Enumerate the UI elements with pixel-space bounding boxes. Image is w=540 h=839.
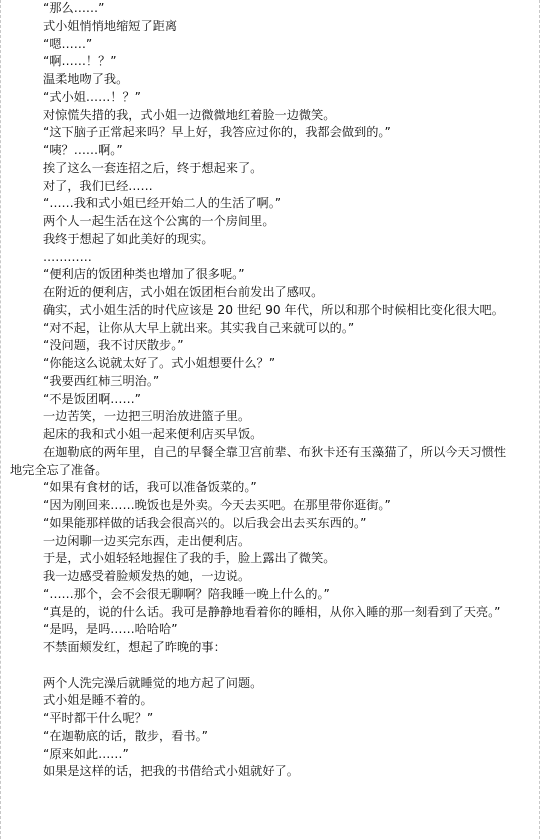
text-line: “因为刚回来……晚饭也是外卖。今天去买吧。在那里带你逛街。” xyxy=(43,498,391,512)
text-line: “嗯……” xyxy=(43,36,93,51)
text-line: 确实，式小姐生活的时代应该是 20 世纪 90 年代，所以和那个时候相比变化很大吧。 xyxy=(43,302,504,317)
text-line: “没问题，我不讨厌散步。” xyxy=(43,338,184,353)
text-line: “咦？……啊。” xyxy=(43,143,123,157)
text-line: “……那个，会不会很无聊啊？陪我睡一晚上什么的。” xyxy=(43,586,330,601)
text-line: 于是，式小姐轻轻地握住了我的手，脸上露出了微笑。 xyxy=(43,551,336,566)
text-line: 我终于想起了如此美好的现实。 xyxy=(43,231,214,246)
text-line: “真是的，说的什么话。我可是静静地看着你的睡相，从你入睡的那一刻看到了天亮。” xyxy=(43,604,501,619)
text-line: 一边苦笑，一边把三明治放进篮子里。 xyxy=(43,409,251,424)
text-line: 如果是这样的话，把我的书借给式小姐就好了。 xyxy=(43,764,299,779)
text-line: 对了，我们已经…… xyxy=(43,178,153,193)
text-line: 不禁面颊发红，想起了昨晚的事： xyxy=(43,640,226,654)
novel-text xyxy=(5,0,535,781)
text-line: “平时都干什么呢？” xyxy=(43,711,154,725)
text-line: “是吗，是吗……哈哈哈” xyxy=(43,622,178,637)
text-line: 对惊慌失措的我，式小姐一边微微地红着脸一边微笑。 xyxy=(43,107,336,122)
text-line: 在迦勒底的两年里，自己的早餐全靠卫宫前辈、布狄卡还有玉藻猫了，所以今天习惯性 xyxy=(43,444,507,459)
text-line: 式小姐悄悄地缩短了距离 xyxy=(43,18,178,33)
text-line: “如果能那样做的话我会很高兴的。以后我会出去买东西的。” xyxy=(43,515,367,530)
text-line-continuation: 地完全忘了准备。 xyxy=(10,462,108,477)
text-line: 在附近的便利店，式小姐在饭团柜台前发出了感叹。 xyxy=(43,285,324,299)
text-line: 我一边感受着脸颊发热的她，一边说。 xyxy=(43,569,251,583)
text-line: “不是饭团啊……” xyxy=(43,391,141,406)
text-line: 挨了这么一套连招之后，终于想起来了。 xyxy=(43,160,263,175)
text-line: “……我和式小姐已经开始二人的生活了啊。” xyxy=(43,196,282,211)
text-line: “便利店的饭团种类也增加了很多呢。” xyxy=(43,267,245,282)
text-line: “你能这么说就太好了。式小姐想要什么？” xyxy=(43,356,276,370)
text-line: 两个人洗完澡后就睡觉的地方起了问题。 xyxy=(43,675,263,690)
text-line: 两个人一起生活在这个公寓的一个房间里。 xyxy=(43,214,275,228)
text-line: “那么……” xyxy=(43,1,105,15)
text-line: “原来如此……” xyxy=(43,746,129,761)
text-line: 起床的我和式小姐一起来便利店买早饭。 xyxy=(43,427,263,441)
text-line: “这下脑子正常起来吗？早上好，我答应过你的，我都会做到的。” xyxy=(43,125,391,140)
text-line: “对不起，让你从大早上就出来。其实我自己来就可以的。” xyxy=(43,320,355,335)
text-line: “式小姐……！？” xyxy=(43,89,141,104)
text-line: “我要西红柿三明治。” xyxy=(43,373,160,388)
text-line: “啊……！？” xyxy=(43,54,117,69)
text-line: “在迦勒底的话，散步，看书。” xyxy=(43,728,208,743)
blank-line xyxy=(5,657,535,675)
text-line: “如果有食材的话，我可以准备饭菜的。” xyxy=(43,480,257,495)
text-line: 温柔地吻了我。 xyxy=(43,72,129,86)
text-line: 一边闲聊一边买完东西，走出便利店。 xyxy=(43,533,251,548)
text-line: 式小姐是睡不着的。 xyxy=(43,693,153,708)
scene-break: ………… xyxy=(43,249,92,264)
